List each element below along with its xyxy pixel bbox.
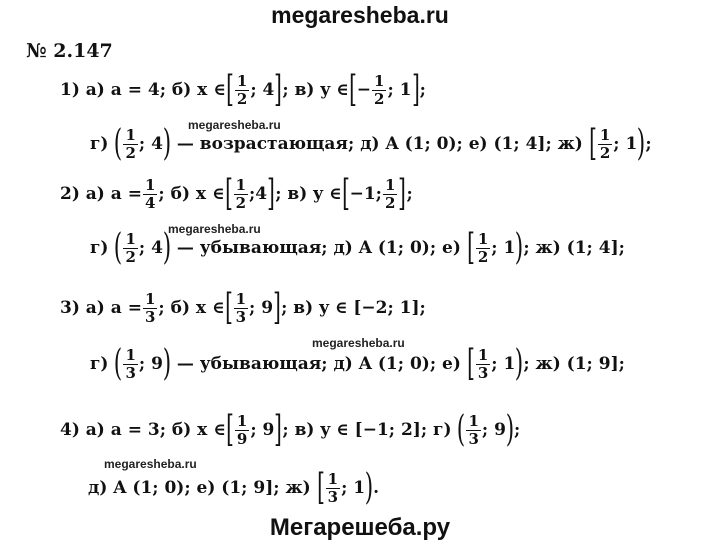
fraction: $\frac{1}{3}$ (477, 345, 489, 382)
fraction: $\frac{1}{3}$ (468, 411, 479, 448)
fraction: $\frac{1}{3}$ (125, 345, 136, 382)
part-3-line-1: 3) а) a = $\frac{1}{3}$ ; б) x ∈ [ $\frac{1}{3}$ ; 9 ] ; в) y ∈ [−2; 1]; (60, 287, 426, 328)
fraction: $\frac{1}{3}$ (144, 289, 156, 326)
part-2-line-1: 2) а) a = $\frac{1}{4}$ ; б) x ∈ [ $\frac{1}{2}$ ;4 ] ; в) y ∈ [ −1; $\frac{1}{2}$ ] ; (60, 173, 413, 214)
part-4-line-1: 4) а) a = 3; б) x ∈ [ $\frac{1}{9}$ ; 9 ] ; в) y ∈ [−1; 2]; г) ( $\frac{1}{3}$ ; 9 ) ; (60, 409, 521, 450)
site-header: megaresheba.ru (271, 2, 449, 28)
fraction: $\frac{1}{2}$ (235, 175, 247, 212)
watermark: megaresheba.ru (188, 118, 281, 132)
problem-number: № 2.147 (26, 40, 113, 62)
fraction: $\frac{1}{2}$ (125, 229, 136, 266)
fraction: $\frac{1}{2}$ (236, 71, 248, 108)
fraction: $\frac{1}{2}$ (125, 125, 136, 162)
fraction: $\frac{1}{4}$ (144, 175, 156, 212)
part-2-line-2: г) ( $\frac{1}{2}$ ; 4 ) — убывающая; д) A (1; 0); е) [ $\frac{1}{2}$ ; 1 ) ; ж) (1; 4]; (90, 227, 625, 268)
fraction: $\frac{1}{2}$ (374, 71, 385, 108)
part-1-line-1: 1) а) a = 4; б) x ∈ [ $\frac{1}{2}$ ; 4 ] ; в) y ∈ [ − $\frac{1}{2}$ ; 1 ] ; (60, 69, 426, 110)
fraction: $\frac{1}{3}$ (327, 469, 339, 506)
fraction: $\frac{1}{3}$ (235, 289, 247, 326)
fraction: $\frac{1}{2}$ (384, 175, 396, 212)
site-footer: Мегарешеба.ру (269, 514, 451, 541)
fraction: $\frac{1}{2}$ (477, 229, 489, 266)
fraction: $\frac{1}{9}$ (236, 411, 248, 448)
part-1-line-2: г) ( $\frac{1}{2}$ ; 4 ) — возрастающая; д) A (1; 0); е) (1; 4]; ж) [ $\frac{1}{2}$ ; 1 ) ; (90, 123, 652, 164)
watermark: megaresheba.ru (168, 222, 261, 236)
part-4-line-2: д) A (1; 0); е) (1; 9]; ж) [ $\frac{1}{3}$ ; 1 ) . (88, 467, 380, 508)
fraction: $\frac{1}{2}$ (599, 125, 611, 162)
watermark: megaresheba.ru (104, 457, 197, 471)
part-3-line-2: г) ( $\frac{1}{3}$ ; 9 ) — убывающая; д) A (1; 0); е) [ $\frac{1}{3}$ ; 1 ) ; ж) (1; 9]; (90, 343, 625, 384)
watermark: megaresheba.ru (312, 336, 405, 350)
